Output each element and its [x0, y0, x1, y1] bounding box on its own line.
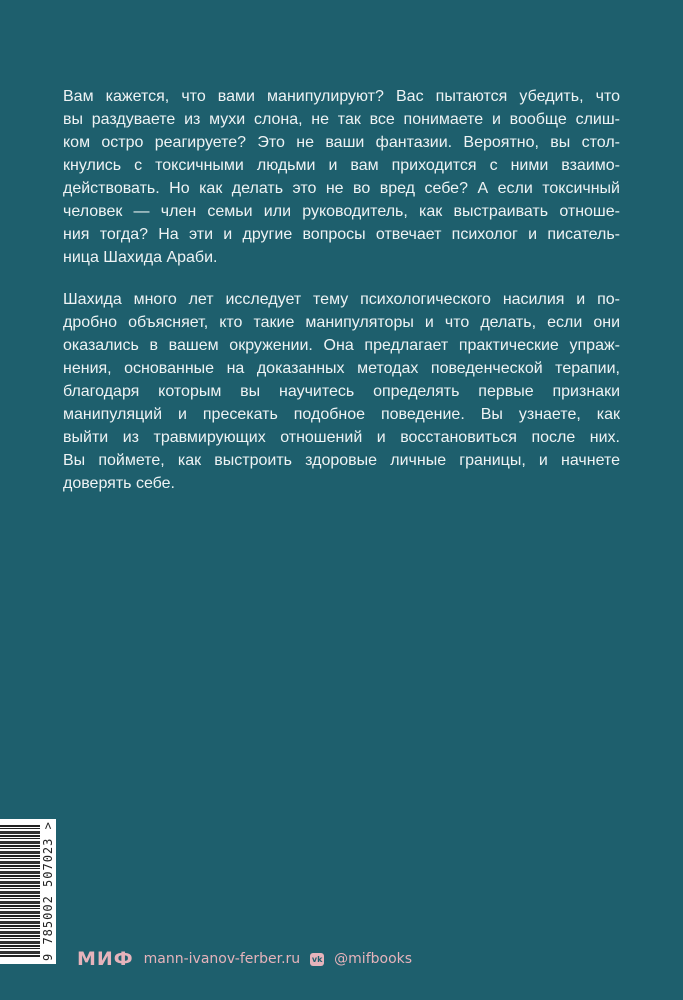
website-link[interactable]: mann-ivanov-ferber.ru [143, 951, 301, 967]
text-line: нения, основанные на доказанных методах поведенческой терапии, [63, 360, 620, 377]
text-line: человек — член семьи или руководитель, как выстраивать отноше- [63, 203, 620, 220]
social-handle[interactable]: @mifbooks [334, 951, 413, 967]
text-line: благодаря которым вы научитесь определять первые признаки [63, 383, 620, 400]
text-line: доверять себе. [63, 475, 175, 492]
text-line: Вы поймете, как выстроить здоровые личные границы, и начнете [63, 452, 620, 469]
isbn-barcode [0, 819, 56, 964]
text-line: Вам кажется, что вами манипулируют? Вас пытаются убедить, что [63, 88, 620, 105]
isbn-number: 9 785002 507023 > [41, 821, 55, 961]
text-line: дробно объясняет, кто такие манипуляторы и что делать, если они [63, 314, 620, 331]
text-line: ница Шахида Араби. [63, 249, 218, 266]
description-paragraph-1 [63, 85, 620, 269]
text-line: кнулись с токсичными людьми и вам приходится с ними взаимо- [63, 157, 620, 174]
text-line: оказались в вашем окружении. Она предлагает практические упраж- [63, 337, 620, 354]
publisher-logo: МИФ [77, 948, 134, 970]
text-line: действовать. Но как делать это не во вред себе? А если токсичный [63, 180, 620, 197]
text-line: вы раздуваете из мухи слона, не так все понимаете и вообще слиш- [63, 111, 620, 128]
text-line: выйти из травмирующих отношений и восстановиться после них. [63, 429, 620, 446]
text-line: ния тогда? На эти и другие вопросы отвечает психолог и писатель- [63, 226, 620, 243]
text-line: манипуляций и пресекать подобное поведение. Вы узнаете, как [63, 406, 620, 423]
barcode-bars [0, 825, 40, 957]
text-line: Шахида много лет исследует тему психологического насилия и по- [63, 291, 620, 308]
text-line: ком остро реагируете? Это не ваши фантазии. Вероятно, вы стол- [63, 134, 620, 151]
description-paragraph-2 [63, 288, 620, 495]
vk-icon: vk [311, 954, 323, 964]
publisher-footer [77, 948, 412, 970]
